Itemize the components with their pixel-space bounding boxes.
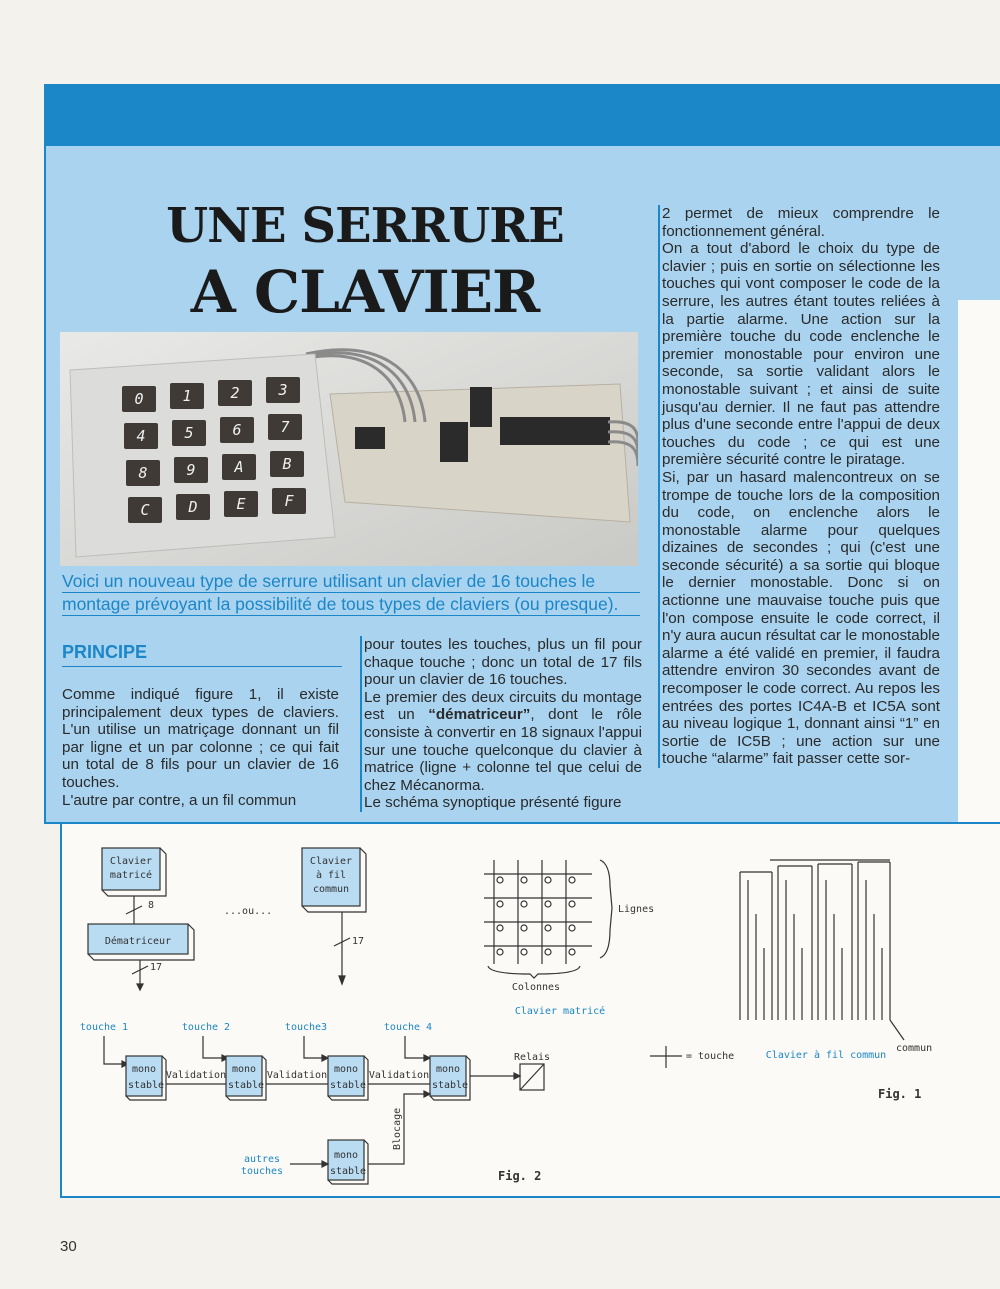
keypad-key-label: A [234, 458, 244, 476]
fig2-label: à fil [315, 870, 347, 881]
fig1-label: Clavier matricé [514, 1006, 606, 1017]
box-clavier-matrice [102, 848, 160, 890]
paragraph: Si, par un hasard malencontreux on se trompe de touche lors de la composition du code, on enclenche alors le monostable alarme pour quelques dizaines de secondes ; qui (c'est une seconde sécurité) a sa sortie qui bloque le dernier monostable. Donc si on actionne une mauvaise touche puis que l'on compose ensuite le code correct, il n'y aura aucun résultat car le monostable alarme a été validé en premier, il faudra attendre environ 30 secondes avant de recomposer le code correct. Au repos les entrées des portes IC4A-B et IC5A sont au niveau logique 1, donnant ainsi “1” en sortie de IC5B ; une action sur une touche “alarme” fait passer cette sor- [662, 468, 940, 768]
fig2-label: stable [329, 1080, 367, 1091]
fig1-label: Colonnes [511, 982, 561, 993]
keypad-key-label: 9 [186, 461, 196, 479]
fig2-label: mono [435, 1064, 461, 1075]
ic-chip [440, 422, 468, 462]
fig2-label: Validation [368, 1070, 430, 1081]
keypad-key-label: 8 [138, 464, 148, 482]
fig2-label: ...ou... [224, 906, 273, 917]
text-run: , dont le rôle consiste à convertir en 18 signaux l'appui sur une touche quelconque du clavier à matrice (ligne + colonne tel que celui de chez Mécanorma. [364, 706, 642, 794]
section-heading-principe: PRINCIPE [62, 642, 342, 667]
fig2-label: Relais [513, 1052, 551, 1063]
paragraph: pour toutes les touches, plus un fil pour chaque touche ; donc un total de 17 fils pour un clavier de 16 touches. [364, 636, 642, 689]
fig2-label: 17 [352, 936, 365, 947]
keypad-key-label: 7 [280, 418, 290, 436]
fig2-label: 17 [150, 962, 163, 973]
fig2-label: stable [127, 1080, 165, 1091]
fig1-label: = touche [686, 1051, 735, 1062]
fig1-label: Lignes [618, 904, 655, 915]
fig2-label: mono [333, 1064, 359, 1075]
text-column-2 [360, 636, 642, 812]
fig2-label: touches [240, 1166, 284, 1177]
fig2-label: 8 [148, 900, 155, 911]
fig2-label: Blocage [392, 1107, 403, 1150]
figures [60, 824, 1000, 1196]
keypad-key-label: C [140, 501, 150, 519]
fig2-touche-label: touche 4 [383, 1022, 433, 1033]
header-band [44, 84, 1000, 146]
fig2-label: Dématriceur [104, 936, 172, 947]
fig2-touche-label: touche3 [284, 1022, 328, 1033]
paragraph: Comme indiqué figure 1, il existe principalement deux types de claviers. L'un utilise un matriçage donnant un fil par ligne et un par colonne ; ce qui fait un total de 8 fils pour un clavier de 16 touches. [62, 686, 339, 791]
keypad-key-label: B [282, 455, 292, 473]
fig2-label: Clavier [309, 856, 353, 867]
fig2-label: commun [312, 884, 350, 895]
caption-line-1: Voici un nouveau type de serrure utilisant un clavier de 16 touches le [62, 570, 640, 593]
keypad-key-label: 6 [232, 421, 242, 439]
mono-chain [104, 1036, 544, 1184]
side-box [958, 300, 1000, 822]
text-run: Le premier des deux circuits du montage est un [364, 688, 642, 724]
page-number: 30 [60, 1238, 77, 1255]
fig1-label: commun [896, 1043, 933, 1054]
fig2-label: stable [227, 1080, 265, 1091]
paragraph: L'autre par contre, a un fil commun [62, 791, 297, 809]
ic-chip [355, 427, 385, 449]
bold-term: “dématriceur” [428, 706, 531, 724]
text-column-3 [658, 205, 940, 768]
keypad-key-label: 5 [184, 424, 194, 442]
keypad-key-label: D [188, 498, 198, 516]
ic-chip-large [500, 417, 610, 445]
keypad-key-label: F [284, 492, 294, 510]
keypad-key-label: 1 [182, 387, 192, 405]
fig2-touche-label: touche 1 [79, 1022, 129, 1033]
fig2-label: mono [231, 1064, 257, 1075]
fig2-label: matricé [109, 870, 153, 881]
paragraph: On a tout d'abord le choix du type de clavier ; puis en sortie on sélectionne les touches qui vont composer le code de la serrure, les autres étant toutes reliées à la partie alarme. Une action sur la première touche du code enclenche le premier monostable pour environ une seconde, sa sortie validant alors le monostable suivant ; et ainsi de suite jusqu'au dernier. Il ne faut pas attendre plus d'une seconde entre l'appui de deux touches du code ; ce qui est une première sécurité contre le piratage. [662, 240, 940, 469]
ic-chip [470, 387, 492, 427]
fig2-label: mono [333, 1150, 359, 1161]
fig2-label: stable [431, 1080, 469, 1091]
fig2-label: Validation [266, 1070, 328, 1081]
fig2-title: Fig. 2 [498, 1169, 542, 1183]
keypad-key-label: 2 [230, 384, 240, 402]
photo-caption [62, 570, 640, 616]
keypad-key-label: 0 [134, 390, 144, 408]
keypad-photo [60, 332, 638, 566]
title-line-1: UNE SERRURE [166, 198, 564, 254]
paragraph [364, 689, 642, 795]
fig2-label: Clavier [109, 856, 153, 867]
keypad-key-label: 4 [136, 427, 146, 445]
caption-line-2: montage prévoyant la possibilité de tous types de claviers (ou presque). [62, 593, 640, 616]
fig2-touche-label: touche 2 [181, 1022, 231, 1033]
title-line-2: A CLAVIER [190, 258, 540, 326]
fig2-label: stable [329, 1166, 367, 1177]
fig2-label: mono [131, 1064, 157, 1075]
common-wire-keyboard [650, 860, 904, 1068]
fig2-label: Validation [165, 1070, 227, 1081]
paragraph: Le schéma synoptique présenté figure [364, 794, 622, 812]
fig1-title: Fig. 1 [878, 1087, 922, 1101]
keypad-key-label: E [236, 495, 246, 513]
fig2-label: autres [243, 1154, 281, 1165]
fig1-label: Clavier à fil commun [765, 1050, 887, 1061]
keypad-key-label: 3 [278, 381, 288, 399]
text-column-1 [62, 686, 339, 809]
paragraph: 2 permet de mieux comprendre le fonctionnement général. [662, 205, 940, 240]
grid-nodes [497, 877, 575, 955]
